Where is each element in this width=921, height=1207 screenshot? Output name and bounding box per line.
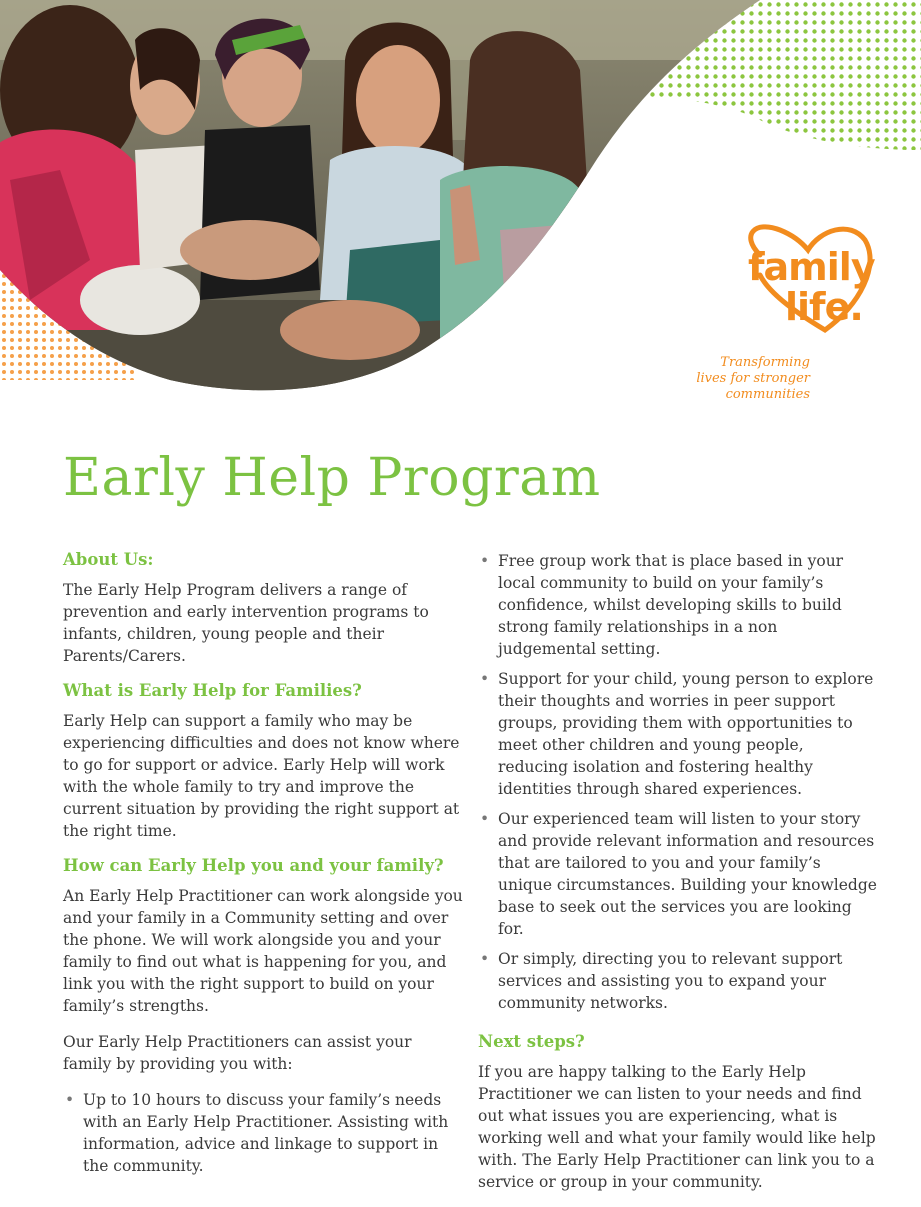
what-text: Early Help can support a family who may be experiencing difficulties and does not know where to go for support or advice. Early Help will work with the whole family to try and improve the current situation by providing the right support at the right time. [63,712,460,840]
list-item: • Up to 10 hours to discuss your family’s needs with an Early Help Practitioner. Assisting with information, advice and linkage to support in the community. [63,1089,463,1177]
tagline-line: lives for stronger [696,371,810,386]
right-bullet-list [478,550,878,1014]
about-text: The Early Help Program delivers a range of prevention and early intervention programs to infants, children, young people and their Parents/Carers. [63,581,429,665]
how-text: An Early Help Practitioner can work alongside you and your family in a Community setting and over the phone. We will work alongside you and your family to find out what is happening for you, and link you with the right support to build on your family’s strengths. [63,887,463,1015]
brand-block [690,215,890,415]
logo-text-life: life. [785,285,863,329]
page-title: Early Help Program [63,448,601,508]
list-item: • Or simply, directing you to relevant support services and assisting you to expand your community networks. [478,948,878,1014]
next-steps-text: If you are happy talking to the Early Help Practitioner we can listen to your needs and find out what issues you are experiencing, what is working well and what your family would like help with. The Early Help Practitioner can link you to a service or group in your community. [478,1063,876,1191]
list-item: • Our experienced team will listen to your story and provide relevant information and resources that are tailored to you and your family’s unique circumstances. Building your knowledge base to seek out the services you are looking for. [478,808,878,940]
about-heading: About Us: [63,550,154,569]
right-column [478,550,878,1207]
list-item: • Support for your child, young person to explore their thoughts and worries in peer support groups, providing them with opportunities to meet other children and young people, reducing isolation and fostering healthy identities through shared experiences. [478,668,878,800]
tagline-line: communities [725,387,810,402]
next-steps-heading: Next steps? [478,1032,585,1051]
what-heading: What is Early Help for Families? [63,681,362,700]
logo-text-family: family [748,245,875,289]
list-item: • Free group work that is place based in your local community to build on your family’s confidence, whilst developing skills to build strong family relationships in a non judgemental setting. [478,550,878,660]
tagline-line: Transforming [720,355,810,370]
left-bullet-list [63,1089,463,1177]
left-column [63,550,463,1185]
how-heading: How can Early Help you and your family? [63,856,444,875]
assist-text: Our Early Help Practitioners can assist your family by providing you with: [63,1033,412,1073]
brand-tagline [690,355,810,403]
